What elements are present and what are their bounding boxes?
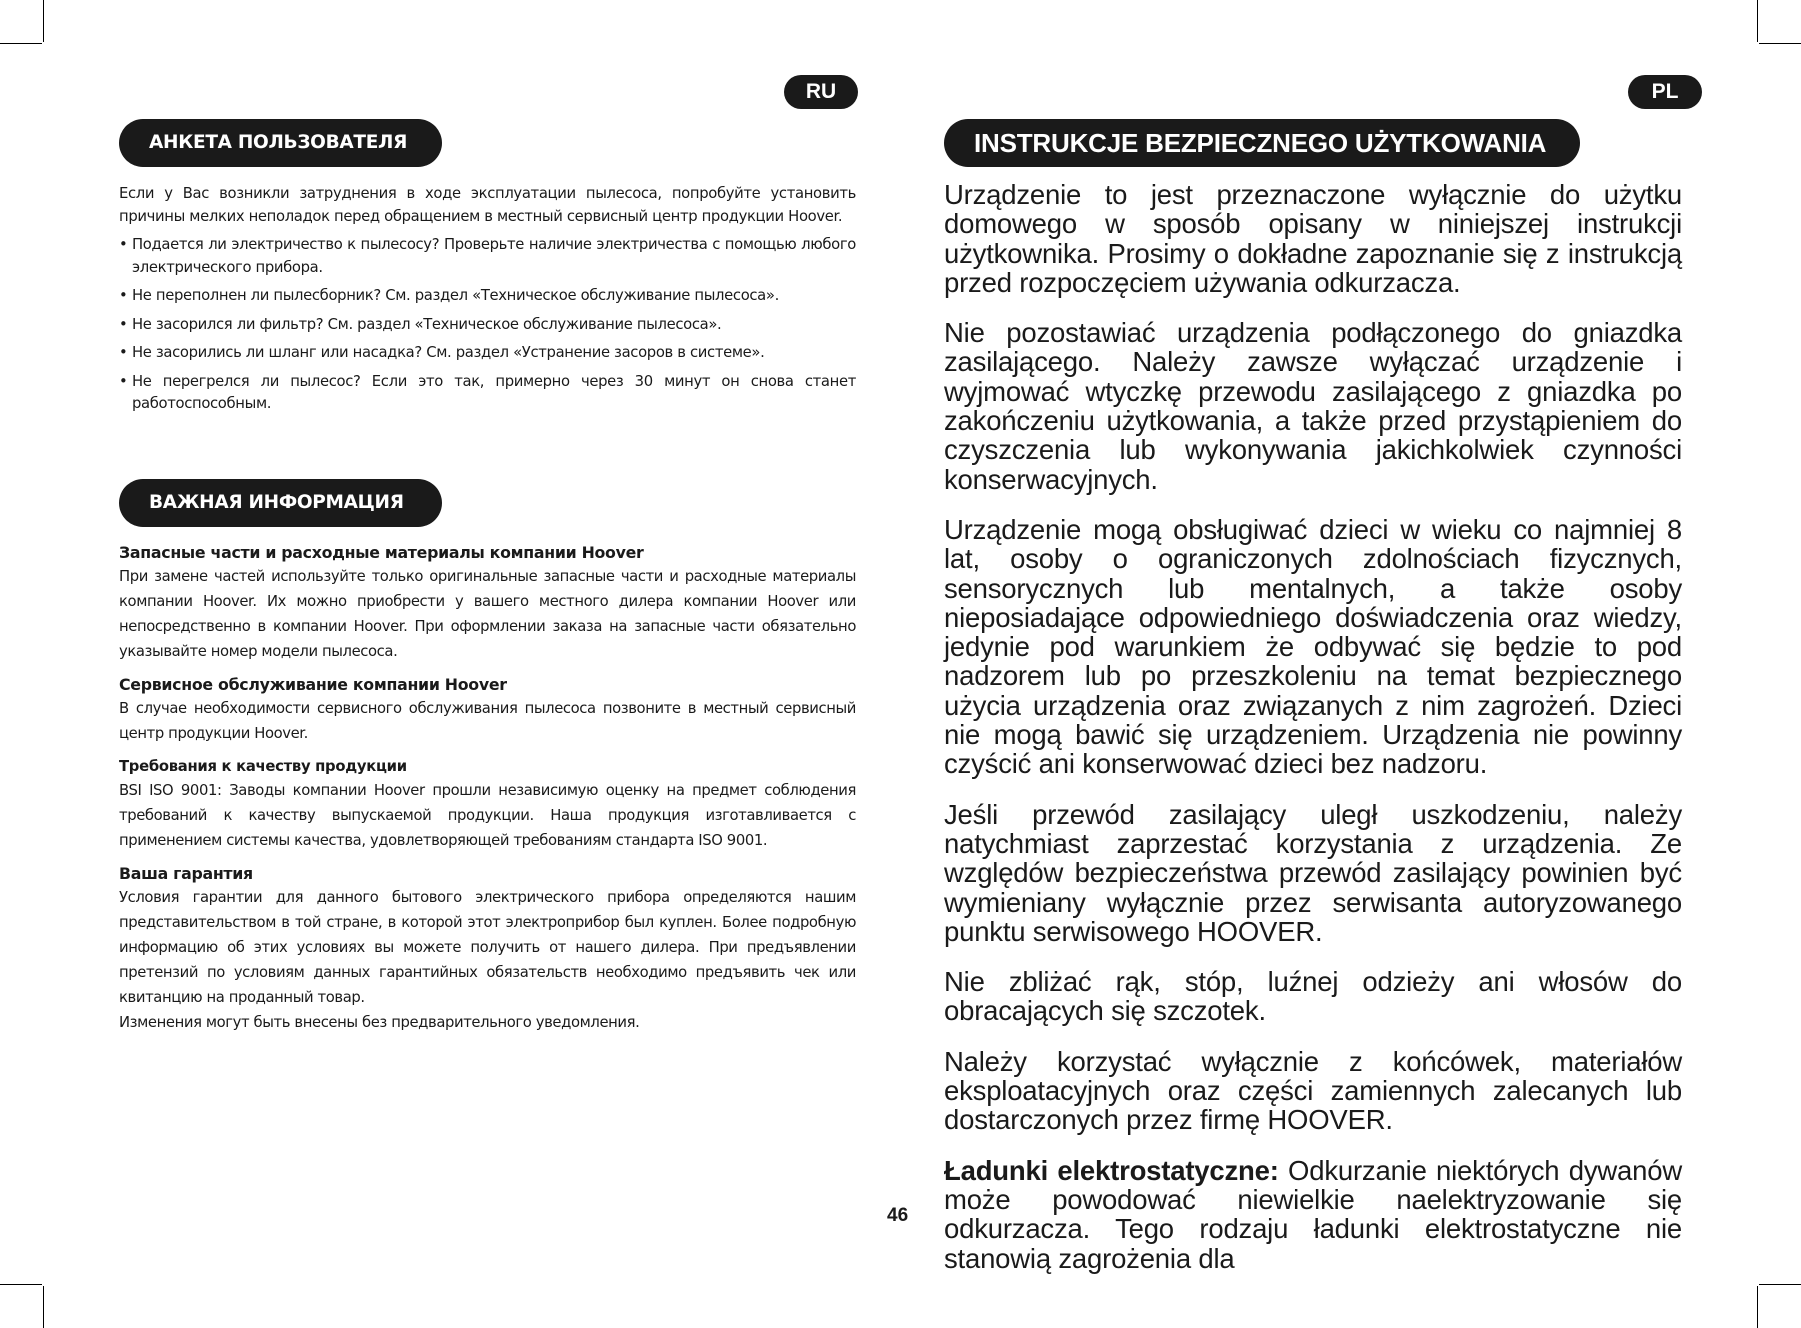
crop-mark [1757,1286,1758,1328]
list-item: • Не перегрелся ли пылесос? Если это так, примерно через 30 минут он снова станет работоспособным. [119,371,856,416]
block-text: Условия гарантии для данного бытового электрического прибора определяются нашим представительством в той стране, в которой этот электроприбор был куплен. Более подробную информацию об этих условиях вы можете получить от нашего дилера. При предъявлении претензий по условиям данных гарантийных обязательств необходимо предъявить чек или квитанцию на проданный товар. [119,889,856,1006]
list-item: • Не засорился ли фильтр? См. раздел «Техническое обслуживание пылесоса». [119,314,856,337]
safety-paragraph-static-charge [944,1156,1682,1273]
info-block-quality [119,756,856,853]
language-badge-ru: RU [784,75,858,109]
list-item: • Подается ли электричество к пылесосу? Проверьте наличие электричества с помощью любого электрического прибора. [119,234,856,279]
crop-mark [43,1286,44,1328]
block-text: BSI ISO 9001: Заводы компании Hoover прошли независимую оценку на предмет соблюдения требований к качеству выпускаемой продукции. Наша продукция изготавливается с применением системы качества, удовлетворяющей требованиям стандарта ISO 9001. [119,782,856,849]
pl-safety-text [944,180,1682,1294]
info-block-spare-parts [119,542,856,664]
safety-paragraph: Nie pozostawiać urządzenia podłączonego do gniazdka zasilającego. Należy zawsze wyłączać urządzenie i wyjmować wtyczkę przewodu zasilającego z gniazdka po zakończeniu użytkowania, a także przed przystąpieniem do czyszczenia lub wykonywania jakichkolwiek czynności konserwacyjnych. [944,317,1682,495]
block-note: Изменения могут быть внесены без предварительного уведомления. [119,1014,640,1031]
crop-mark [0,43,42,44]
section-title-safety-instructions: INSTRUKCJE BEZPIECZNEGO UŻYTKOWANIA [944,119,1580,167]
static-charge-label: Ładunki elektrostatyczne: [944,1154,1279,1186]
crop-mark [0,1284,42,1285]
ru-section-troubleshooting [119,183,856,422]
list-item: • Не переполнен ли пылесборник? См. раздел «Техническое обслуживание пылесоса». [119,285,856,308]
troubleshooting-list [119,234,856,416]
block-text: При замене частей используйте только оригинальные запасные части и расходные материалы компании Hoover. Их можно приобрести у вашего местного дилера компании Hoover или непосредственно в компании Hoover. При оформлении заказа на запасные части обязательно указывайте номер модели пылесоса. [119,568,856,660]
safety-paragraph: Jeśli przewód zasilający uległ uszkodzeniu, należy natychmiast zaprzestać korzystania z urządzenia. Ze względów bezpieczeństwa przewód zasilający powinien być wymieniany wyłącznie przez serwisanta autoryzowanego punktu serwisowego HOOVER. [944,798,1682,947]
troubleshooting-intro: Если у Вас возникли затруднения в ходе эксплуатации пылесоса, попробуйте установить причины мелких неполадок перед обращением в местный сервисный центр продукции Hoover. [119,185,856,225]
safety-paragraph: Urządzenie to jest przeznaczone wyłącznie do użytku domowego w sposób opisany w niniejszej instrukcji użytkownika. Prosimy o dokładne zapoznanie się z instrukcją przed rozpoczęciem używania odkurzacza. [944,179,1682,298]
page-number: 46 [887,1205,909,1226]
block-heading: Требования к качеству продукции [119,758,407,775]
block-heading: Запасные части и расходные материалы компании Hoover [119,543,644,562]
block-heading: Ваша гарантия [119,864,253,883]
crop-mark [1757,0,1758,42]
static-charge-text: Odkurzanie niektórych dywanów może powodować niewielkie naelektryzowanie się odkurzacza. Tego rodzaju ładunki elektrostatyczne nie stanowią zagrożenia dla [944,1154,1682,1274]
language-badge-pl: PL [1628,75,1702,109]
block-heading: Сервисное обслуживание компании Hoover [119,675,507,694]
info-block-warranty [119,863,856,1035]
info-block-service [119,674,856,746]
section-title-important-info: ВАЖНАЯ ИНФОРМАЦИЯ [119,479,442,527]
safety-paragraph: Urządzenie mogą obsługiwać dzieci w wieku co najmniej 8 lat, osoby o ograniczonych zdolnościach fizycznych, sensorycznych lub mentalnych, a także osoby nieposiadające odpowiedniego doświadczenia oraz wiedzy, jedynie pod warunkiem że odbywać się będzie to pod nadzorem lub po przeszkoleniu na temat bezpiecznego użycia urządzenia oraz związanych z nim zagrożeń. Dzieci nie mogą bawić się urządzeniem. Urządzenia nie powinny czyścić ani konserwować dzieci bez nadzoru. [944,513,1682,780]
safety-paragraph: Należy korzystać wyłącznie z końcówek, materiałów eksploatacyjnych oraz części zamiennych zalecanych lub dostarczonych przez firmę HOOVER. [944,1045,1682,1136]
block-text: В случае необходимости сервисного обслуживания пылесоса позвоните в местный сервисный центр продукции Hoover. [119,700,856,742]
crop-mark [43,0,44,42]
list-item: • Не засорились ли шланг или насадка? См. раздел «Устранение засоров в системе». [119,342,856,365]
section-title-user-questionnaire: АНКЕТА ПОЛЬЗОВАТЕЛЯ [119,119,442,167]
ru-section-important-info [119,542,856,1035]
crop-mark [1759,43,1801,44]
crop-mark [1759,1284,1801,1285]
safety-paragraph: Nie zbliżać rąk, stóp, luźnej odzieży ani włosów do obracających się szczotek. [944,966,1682,1027]
